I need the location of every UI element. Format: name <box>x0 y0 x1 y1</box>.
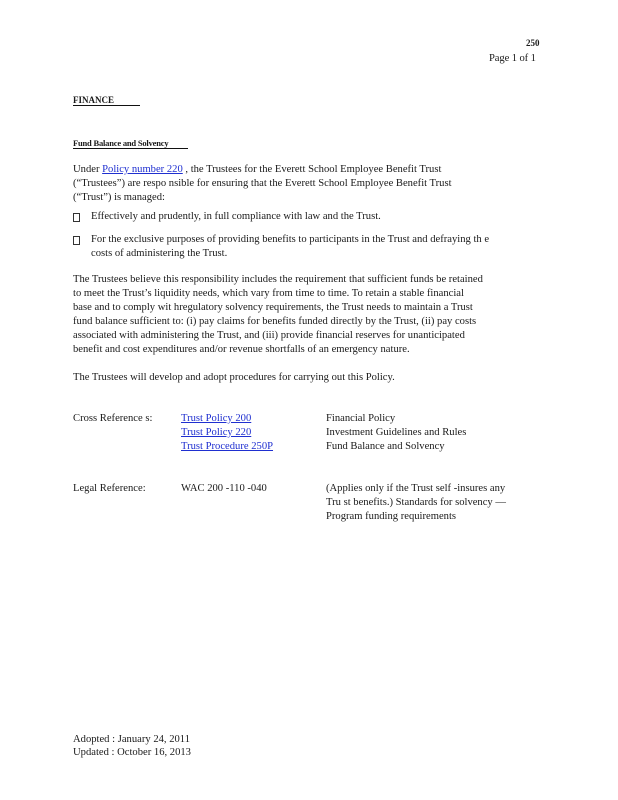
legal-reference-desc-line: Tru st benefits.) Standards for solvency — <box>326 497 506 508</box>
paragraph-2-line: The Trustees believe this responsibility includes the requirement that sufficient funds be retained <box>73 274 483 285</box>
cross-reference-link[interactable]: Trust Policy 220 <box>181 427 252 438</box>
paragraph-2-line: associated with administering the Trust, and (iii) provide financial reserves for unanticipated <box>73 330 465 341</box>
cross-reference-link[interactable]: Trust Policy 200 <box>181 413 252 424</box>
legal-reference-desc-line: (Applies only if the Trust self -insures any <box>326 483 506 494</box>
policy-code: 250 <box>526 38 540 48</box>
legal-reference-label: Legal Reference: <box>73 483 146 494</box>
bullet-icon <box>73 213 80 222</box>
cross-reference-label: Cross Reference s: <box>73 413 153 424</box>
page-number: Page 1 of 1 <box>489 53 536 64</box>
bullet-2-text-line-1: For the exclusive purposes of providing benefits to participants in the Trust and defraying th e <box>91 234 490 245</box>
cross-reference-desc: Investment Guidelines and Rules <box>326 427 467 438</box>
intro-post: , the Trustees for the Everett School Employee Benefit Trust <box>182 164 442 175</box>
paragraph-3: The Trustees will develop and adopt procedures for carrying out this Policy. <box>73 372 395 383</box>
policy-title-text: Fund Balance and Solvency <box>73 138 188 149</box>
intro-pre: Under <box>73 164 103 175</box>
legal-reference-desc-line: Program funding requirements <box>326 511 457 522</box>
bullet-icon <box>73 236 80 245</box>
policy-title <box>73 138 188 149</box>
intro-line-2: (“Trustees”) are respo nsible for ensuring that the Everett School Employee Benefit Trust <box>73 178 452 189</box>
updated-date: Updated : October 16, 2013 <box>73 747 191 758</box>
intro-line-1 <box>73 163 441 177</box>
bullet-1-text: Effectively and prudently, in full compliance with law and the Trust. <box>91 211 381 222</box>
section-title-text: FINANCE <box>73 95 140 106</box>
paragraph-2-line: fund balance sufficient to: (i) pay claims for benefits funded directly by the Trust, (ii) pay costs <box>73 316 477 327</box>
legal-reference-wac: WAC 200 -110 -040 <box>181 483 267 494</box>
paragraph-2-line: to meet the Trust’s liquidity needs, which vary from time to time. To retain a stable financial <box>73 288 464 299</box>
cross-reference-desc: Financial Policy <box>326 413 396 424</box>
section-title <box>73 95 140 106</box>
cross-reference-desc: Fund Balance and Solvency <box>326 441 445 452</box>
adopted-date: Adopted : January 24, 2011 <box>73 734 191 745</box>
paragraph-2-line: benefit and cost expenditures and/or revenue shortfalls of an emergency nature. <box>73 344 410 355</box>
intro-line-3: (“Trust”) is managed: <box>73 192 165 203</box>
paragraph-2-line: base and to comply wit hregulatory solvency requirements, the Trust needs to maintain a Trust <box>73 302 473 313</box>
cross-reference-link[interactable]: Trust Procedure 250P <box>181 441 274 452</box>
bullet-2-text-line-2: costs of administering the Trust. <box>91 248 228 259</box>
policy-220-link[interactable]: Policy number 220 <box>102 164 183 175</box>
